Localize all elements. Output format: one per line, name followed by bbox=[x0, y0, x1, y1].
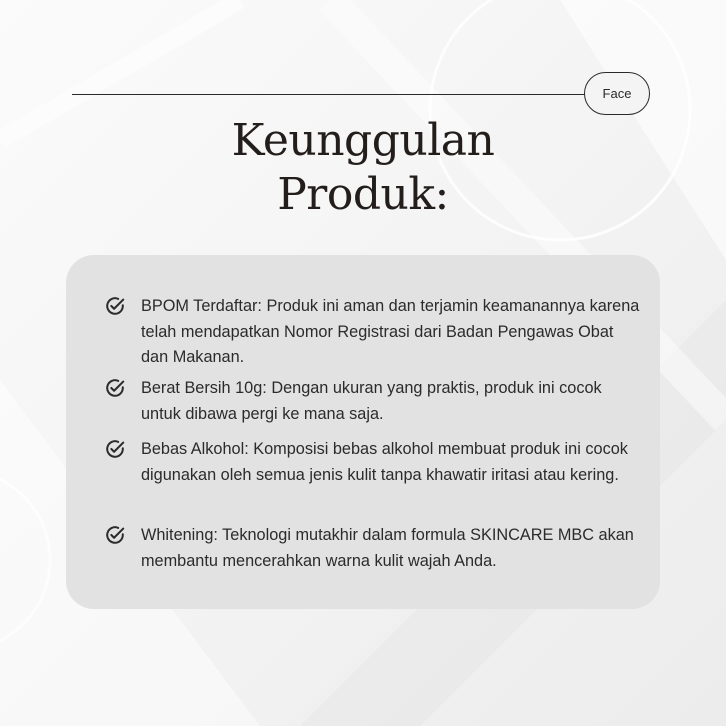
check-circle-icon bbox=[104, 377, 126, 399]
page-title bbox=[0, 114, 726, 222]
check-circle-icon bbox=[104, 524, 126, 546]
check-circle-icon bbox=[104, 295, 126, 317]
list-item-text: BPOM Terdaftar: Produk ini aman dan terjamin keamanannya karena telah mendapatkan Nomor Registrasi dari Badan Pengawas Obat dan Makanan. bbox=[141, 297, 640, 366]
category-tag: Face bbox=[584, 72, 650, 115]
list-item-text: Whitening: Teknologi mutakhir dalam formula SKINCARE MBC akan membantu mencerahkan warna kulit wajah Anda. bbox=[141, 526, 634, 570]
title-line-1: Keunggulan bbox=[231, 115, 495, 166]
features-card bbox=[66, 255, 660, 609]
divider-line bbox=[72, 94, 586, 95]
check-circle-icon bbox=[104, 438, 126, 460]
title-line-2: Produk: bbox=[277, 169, 449, 220]
list-item-text: Berat Bersih 10g: Dengan ukuran yang praktis, produk ini cocok untuk dibawa pergi ke mana saja. bbox=[141, 379, 602, 423]
list-item-text: Bebas Alkohol: Komposisi bebas alkohol membuat produk ini cocok digunakan oleh semua jenis kulit tanpa khawatir iritasi atau kering. bbox=[141, 440, 628, 484]
